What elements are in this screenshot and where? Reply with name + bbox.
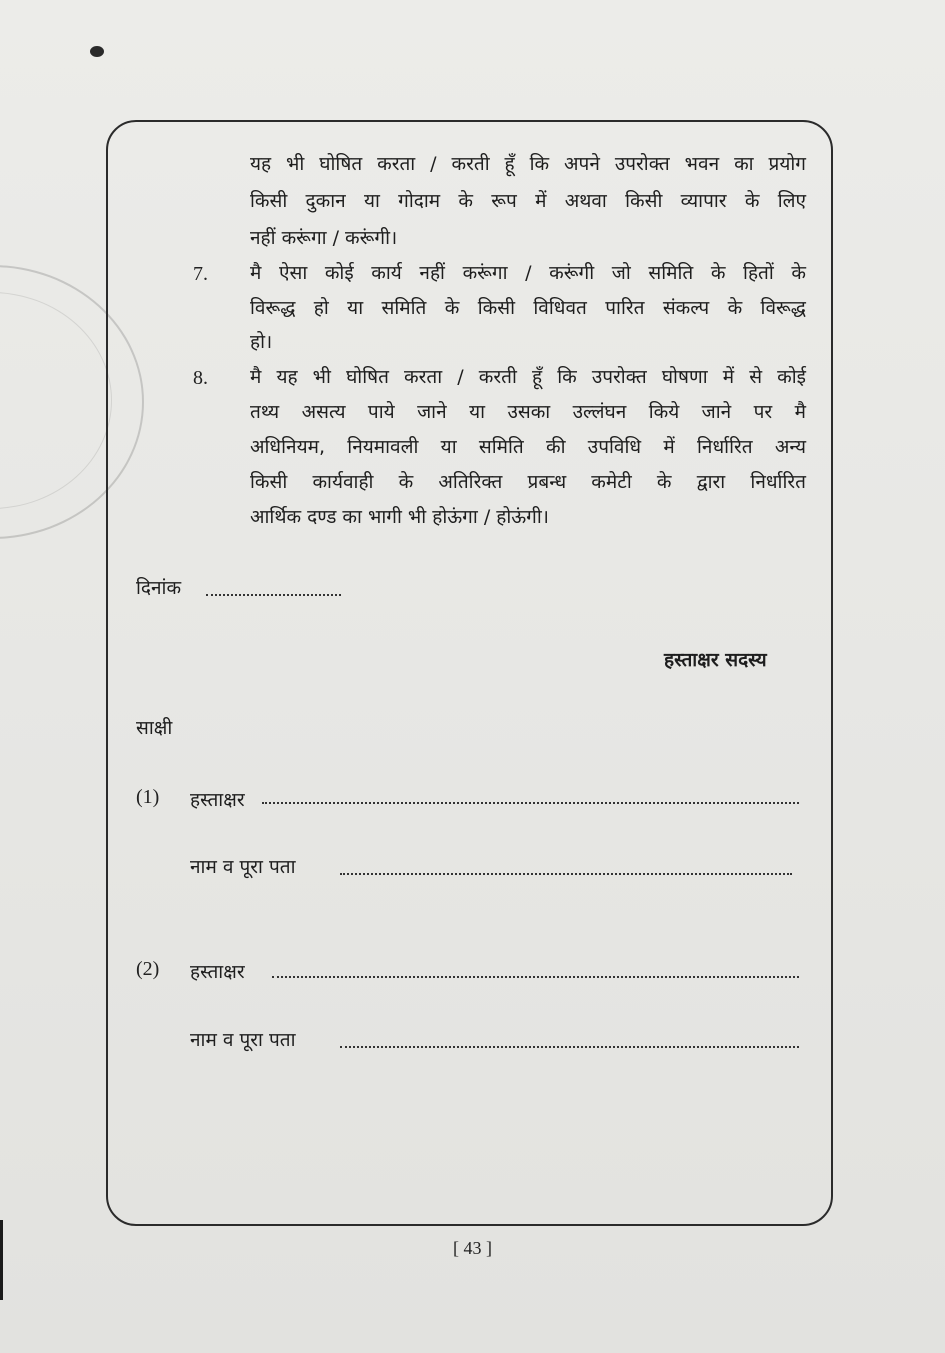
witness-1-name-address-line[interactable] (340, 871, 792, 875)
item-7-number: 7. (193, 263, 208, 285)
page-edge-mark (0, 1220, 3, 1300)
page-number: [ 43 ] (453, 1238, 492, 1258)
item-7-line: विरूद्ध हो या समिति के किसी विधिवत पारित संकल्प के विरूद्ध (250, 297, 806, 319)
item-8-line: किसी कार्यवाही के अतिरिक्त प्रबन्ध कमेटी के द्वारा निर्धारित (250, 471, 806, 493)
declaration-intro-line: किसी दुकान या गोदाम के रूप में अथवा किसी व्यापार के लिए (250, 190, 806, 212)
member-signature-label: हस्ताक्षर सदस्य (664, 649, 767, 671)
item-8-line: आर्थिक दण्ड का भागी भी होऊंगा / होऊंगी। (250, 506, 550, 528)
witness-2-signature-label: हस्ताक्षर (190, 961, 245, 983)
date-fill-line[interactable] (206, 592, 341, 596)
punch-hole-mark (90, 46, 104, 57)
item-8-line: तथ्य असत्य पाये जाने या उसका उल्लंघन किये जाने पर मै (250, 401, 806, 423)
witness-1-signature-line[interactable] (262, 800, 799, 804)
witness-1-number: (1) (136, 786, 160, 808)
date-label: दिनांक (136, 577, 182, 599)
item-8-line: अधिनियम, नियमावली या समिति की उपविधि में निर्धारित अन्य (250, 436, 806, 458)
witness-2-name-address-label: नाम व पूरा पता (190, 1029, 296, 1051)
item-8-line: मै यह भी घोषित करता / करती हूँ कि उपरोक्त घोषणा में से कोई (250, 366, 806, 388)
declaration-frame (106, 120, 833, 1226)
witness-1-name-address-label: नाम व पूरा पता (190, 856, 296, 878)
witness-2-name-address-line[interactable] (340, 1044, 799, 1048)
item-7-line: हो। (250, 331, 273, 353)
witness-2-signature-line[interactable] (272, 974, 799, 978)
declaration-intro-line: नहीं करूंगा / करूंगी। (250, 227, 398, 249)
witness-2-number: (2) (136, 958, 160, 980)
declaration-intro-line: यह भी घोषित करता / करती हूँ कि अपने उपरोक्त भवन का प्रयोग (250, 153, 806, 175)
witness-1-signature-label: हस्ताक्षर (190, 789, 245, 811)
item-7-line: मै ऐसा कोई कार्य नहीं करूंगा / करूंगी जो समिति के हितों के (250, 262, 806, 284)
item-8-number: 8. (193, 367, 208, 389)
witness-label: साक्षी (136, 717, 173, 739)
